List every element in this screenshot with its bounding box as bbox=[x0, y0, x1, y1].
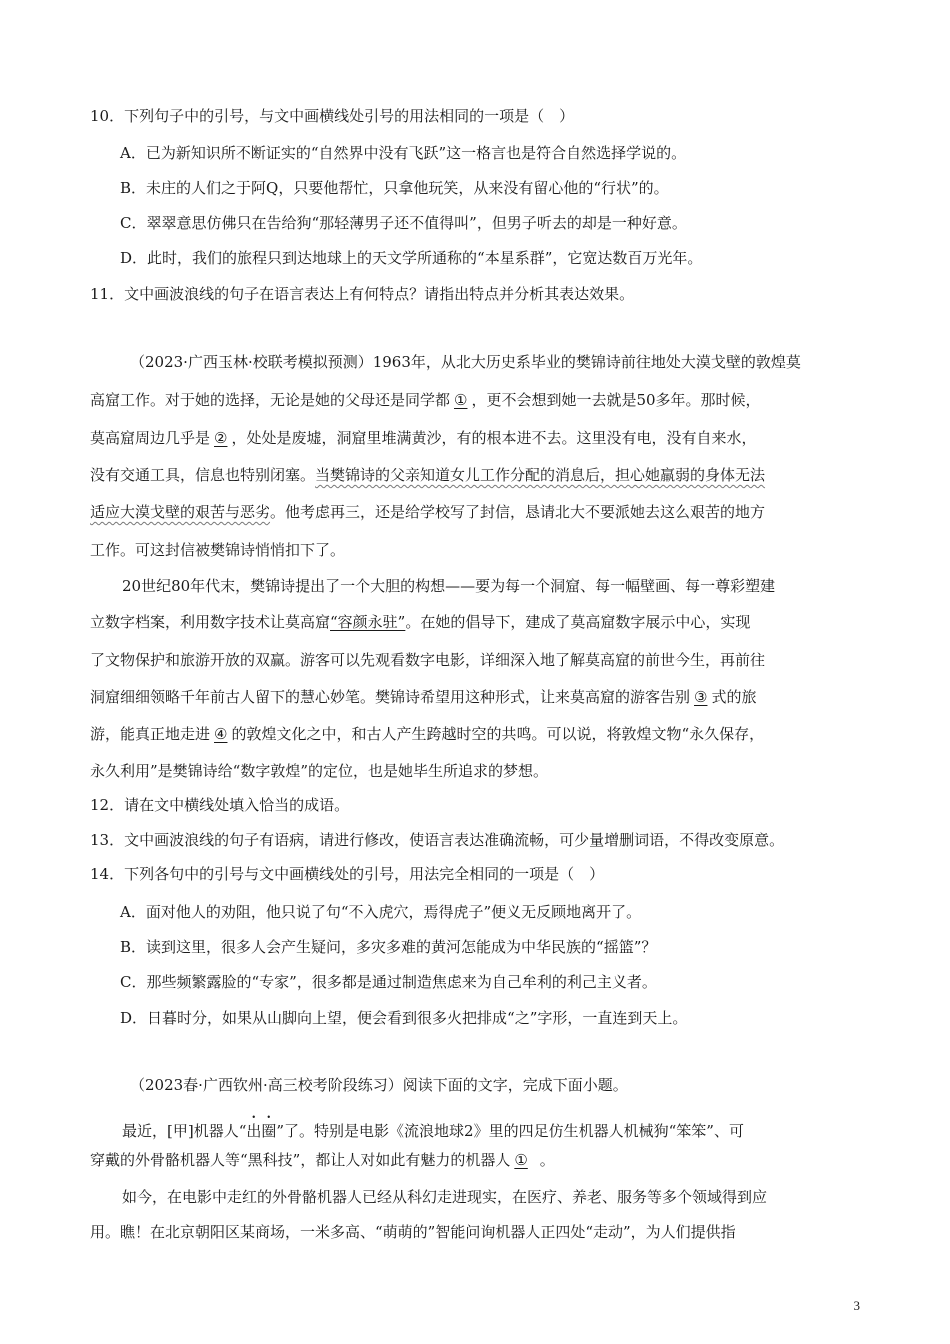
text: 穿戴的外骨骼机器人等“黑科技”，都让人对如此有魅力的机器人 bbox=[90, 1151, 511, 1169]
q13-stem: 13．文中画波浪线的句子有语病，请进行修改，使语言表达准确流畅，可少量增删词语，不得改变原意。 bbox=[90, 831, 785, 849]
wavy-sentence: 当樊锦诗的父亲知道女儿工作分配的消息后，担心她羸弱的身体无法 bbox=[315, 466, 766, 484]
blank-3: ③ bbox=[694, 688, 708, 706]
text: 。他考虑再三，还是给学校写了封信，恳请北大不要派她去这么艰苦的地方 bbox=[270, 503, 766, 521]
q10-option-c: C．翠翠意思仿佛只在告给狗“那轻薄男子还不值得叫”，但男子听去的却是一种好意。 bbox=[120, 214, 687, 232]
text: 洞窟细细领略千年前古人留下的慧心妙笔。樊锦诗希望用这种形式，让来莫高窟的游客告别 bbox=[90, 688, 691, 706]
passage2-p2-line-6: 永久利用”是樊锦诗给“数字敦煌”的定位，也是她毕生所追求的梦想。 bbox=[90, 762, 549, 780]
text: 莫高窟周边几乎是 bbox=[90, 429, 211, 447]
passage2-line-4 bbox=[90, 465, 765, 485]
blank-2: ② bbox=[214, 429, 228, 447]
passage3-intro: （2023春·广西钦州·高三校考阶段练习）阅读下面的文字，完成下面小题。 bbox=[130, 1076, 628, 1094]
passage2-p2-line-2 bbox=[90, 612, 750, 632]
q10-stem: 10．下列句子中的引号，与文中画横线处引号的用法相同的一项是（ ） bbox=[90, 107, 575, 125]
q14-option-d: D．日暮时分，如果从山脚向上望，便会看到很多火把排成“之”字形，一直连到天上。 bbox=[120, 1009, 688, 1027]
q14-option-c: C．那些频繁露脸的“专家”，很多都是通过制造焦虑来为自己牟利的利己主义者。 bbox=[120, 973, 657, 991]
passage2-line-2 bbox=[90, 390, 761, 410]
text: 游，能真正地走进 bbox=[90, 725, 211, 743]
q10-option-d: D．此时，我们的旅程只到达地球上的天文学所通称的“本星系群”，它宽达数百万光年。 bbox=[120, 249, 703, 267]
blank-1: ① bbox=[454, 391, 468, 409]
text: ，处处是废墟，洞窟里堆满黄沙，有的根本进不去。这里没有电，没有自来水， bbox=[231, 429, 757, 447]
text: 高窟工作。对于她的选择，无论是她的父母还是同学都 bbox=[90, 391, 451, 409]
passage2-p2-line-5 bbox=[90, 724, 764, 744]
passage3-p2-line-1: 如今，在电影中走红的外骨骼机器人已经从科幻走进现实，在医疗、养老、服务等多个领域得到应 bbox=[122, 1188, 768, 1206]
text: 立数字档案，利用数字技术让莫高窟 bbox=[90, 613, 331, 631]
passage2-p2-line-3: 了文物保护和旅游开放的双赢。游客可以先观看数字电影，详细深入地了解莫高窟的前世今生，再前往 bbox=[90, 651, 766, 669]
text: 的敦煌文化之中，和古人产生跨越时空的共鸣。可以说，将敦煌文物“永久保存， bbox=[231, 725, 765, 743]
passage2-line-5 bbox=[90, 502, 765, 522]
blank-1: ① bbox=[514, 1151, 528, 1169]
blank-4: ④ bbox=[214, 725, 228, 743]
text: 式的旅 bbox=[711, 688, 757, 706]
passage3-line-2 bbox=[90, 1150, 555, 1170]
passage2-line-3 bbox=[90, 428, 756, 448]
emphasis-dots-word: 出圈 bbox=[246, 1122, 277, 1140]
q14-option-a: A．面对他人的劝阻，他只说了句“不入虎穴，焉得虎子”便义无反顾地离开了。 bbox=[120, 903, 642, 921]
passage2-line-1: （2023·广西玉林·校联考模拟预测）1963年，从北大历史系毕业的樊锦诗前往地处大漠戈壁的敦煌莫 bbox=[130, 353, 801, 371]
text: ”了。特别是电影《流浪地球2》里的四足仿生机器人机械狗“笨笨”、可 bbox=[276, 1122, 744, 1140]
q10-option-a: A．已为新知识所不断证实的“自然界中没有飞跃”这一格言也是符合自然选择学说的。 bbox=[120, 144, 687, 162]
wavy-sentence-end: 适应大漠戈壁的艰苦与恶劣 bbox=[90, 503, 271, 521]
q10-option-b: B．未庄的人们之于阿Q，只要他帮忙，只拿他玩笑，从来没有留心他的“行状”的。 bbox=[120, 179, 669, 197]
q14-stem: 14．下列各句中的引号与文中画横线处的引号，用法完全相同的一项是（ ） bbox=[90, 865, 605, 883]
q12-stem: 12．请在文中横线处填入恰当的成语。 bbox=[90, 796, 350, 814]
passage2-line-6: 工作。可这封信被樊锦诗悄悄扣下了。 bbox=[90, 541, 346, 559]
passage3-line-1 bbox=[122, 1113, 744, 1141]
text: 最近，[甲]机器人“ bbox=[122, 1122, 247, 1140]
text: 。在她的倡导下，建成了莫高窟数字展示中心，实现 bbox=[405, 613, 751, 631]
text: 。 bbox=[539, 1151, 555, 1169]
text: ，更不会想到她一去就是50多年。那时候， bbox=[471, 391, 761, 409]
passage2-p2-line-1: 20世纪80年代末，樊锦诗提出了一个大胆的构想——要为每一个洞窟、每一幅壁画、每一尊彩塑建 bbox=[122, 577, 776, 595]
q11-stem: 11．文中画波浪线的句子在语言表达上有何特点？请指出特点并分析其表达效果。 bbox=[90, 285, 635, 303]
passage3-p2-line-2: 用。瞧！在北京朝阳区某商场，一米多高、“萌萌的”智能问询机器人正四处“走动”，为人们提供指 bbox=[90, 1223, 736, 1241]
passage2-p2-line-4 bbox=[90, 687, 756, 707]
page-number: 3 bbox=[853, 1298, 860, 1313]
underlined-quote: “容颜永驻” bbox=[330, 613, 406, 631]
text: 没有交通工具，信息也特别闭塞。 bbox=[90, 466, 316, 484]
q14-option-b: B．读到这里，很多人会产生疑问，多灾多难的黄河怎能成为中华民族的“摇篮”？ bbox=[120, 938, 657, 956]
